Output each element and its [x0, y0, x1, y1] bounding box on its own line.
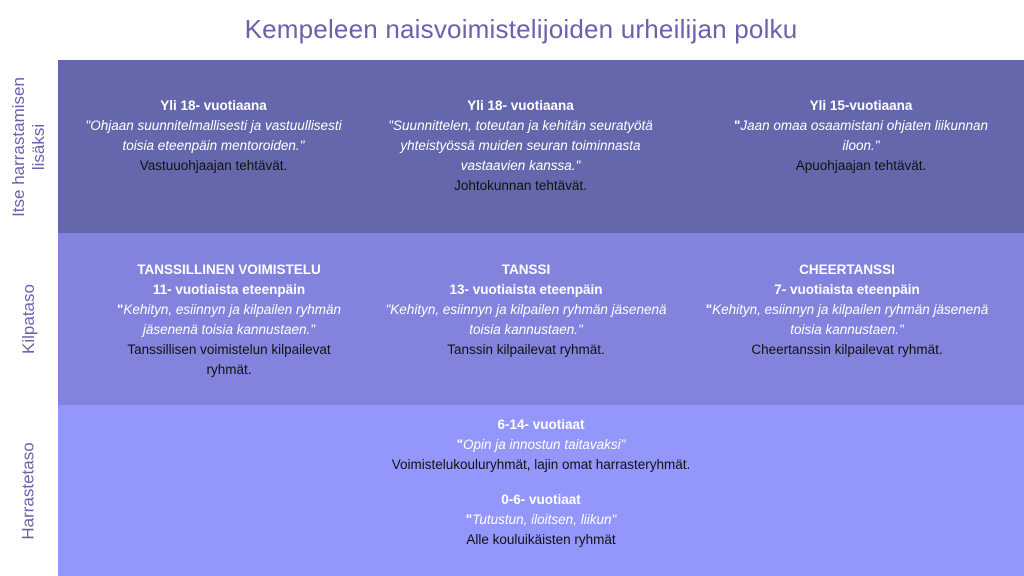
- quote-text: Kehityn, esiinnyn ja kilpailen ryhmän: [123, 302, 342, 317]
- cell-heading: 0-6- vuotiaat: [501, 492, 581, 507]
- bottom-cell-school-age: [298, 415, 784, 475]
- cell-quote: [378, 116, 663, 176]
- cell-quote: [706, 116, 1016, 156]
- cell-age: 7- vuotiaista eteenpäin: [774, 282, 920, 297]
- quote-text: Jaan omaa osaamistani ohjaten liikunnan: [740, 118, 989, 133]
- cell-quote: [696, 300, 998, 340]
- cell-heading: Yli 15-vuotiaana: [809, 98, 913, 113]
- cell-age: 13- vuotiaista eteenpäin: [449, 282, 603, 297]
- quote-mark: ": [733, 118, 741, 133]
- band-middle: [58, 233, 1024, 405]
- cell-heading: TANSSILLINEN VOIMISTELU: [137, 262, 321, 277]
- middle-cell-cheerdance: [696, 260, 998, 360]
- cell-quote: [298, 435, 784, 455]
- cell-quote: [98, 300, 360, 340]
- page-title: Kempeleen naisvoimistelijoiden urheilijan polku: [244, 14, 798, 44]
- cell-quote: [76, 116, 351, 156]
- cell-role: Johtokunnan tehtävät.: [454, 178, 587, 193]
- side-label-middle-text: Kilpataso: [19, 284, 38, 354]
- groups-line: Cheertanssin kilpailevat ryhmät.: [751, 342, 943, 357]
- quote-text: Kehityn, esiinnyn ja kilpailen ryhmän jäsenenä: [712, 302, 989, 317]
- side-label-bottom: [0, 405, 58, 576]
- quote-mark: ": [456, 437, 463, 452]
- quote-line: [706, 116, 1016, 136]
- band-bottom: [58, 405, 1024, 576]
- quote-line: vastaavien kanssa.": [460, 158, 581, 173]
- cell-quote: [298, 510, 784, 530]
- quote-text: Tutustun, iloitsen, liikun": [472, 512, 617, 527]
- quote-line: toisia kannustaen.": [790, 322, 904, 337]
- cell-heading: CHEERTANSSI: [799, 262, 895, 277]
- side-label-bottom-text: Harrastetaso: [19, 441, 39, 540]
- side-label-middle: [0, 233, 58, 405]
- middle-cell-dance-gymnastics: [98, 260, 360, 380]
- cell-groups: Alle kouluikäisten ryhmät: [466, 532, 616, 547]
- quote-mark: ": [705, 302, 713, 317]
- quote-line: yhteistyössä muiden seuran toiminnasta: [400, 138, 641, 153]
- top-cell-board: [378, 96, 663, 196]
- cell-quote: [376, 300, 676, 340]
- quote-line: toisia eteenpäin mentoroiden.": [122, 138, 305, 153]
- middle-cell-dance: [376, 260, 676, 360]
- band-top: [58, 60, 1024, 233]
- quote-text: Opin ja innostun taitavaksi": [463, 437, 626, 452]
- quote-mark: ": [465, 512, 473, 527]
- cell-age: 11- vuotiaista eteenpäin: [152, 282, 306, 297]
- side-label-top-text: [9, 77, 49, 217]
- groups-line: Tanssin kilpailevat ryhmät.: [447, 342, 605, 357]
- groups-line: Tanssillisen voimistelun kilpailevat: [127, 342, 331, 357]
- quote-line: "Ohjaan suunnitelmallisesti ja vastuullisesti: [85, 118, 342, 133]
- cell-role: Apuohjaajan tehtävät.: [795, 158, 927, 173]
- quote-line: jäsenenä toisia kannustaen.": [142, 322, 316, 337]
- cell-heading: 6-14- vuotiaat: [497, 417, 585, 432]
- bottom-cell-preschool: [298, 490, 784, 550]
- cell-groups: [376, 340, 676, 360]
- top-cell-responsible-coach: [76, 96, 351, 176]
- cell-groups: [696, 340, 998, 360]
- quote-line: toisia kannustaen.": [469, 322, 583, 337]
- quote-line: [696, 300, 998, 320]
- side-label-top-line-1: Itse harrastamisen: [9, 76, 28, 217]
- quote-mark: ": [116, 302, 124, 317]
- side-label-top: [0, 60, 58, 233]
- top-cell-assistant-coach: [706, 96, 1016, 176]
- cell-role: Vastuuohjaajan tehtävät.: [139, 158, 288, 173]
- cell-groups: Voimistelukouluryhmät, lajin omat harrasteryhmät.: [391, 457, 691, 472]
- quote-line: "Suunnittelen, toteutan ja kehitän seuratyötä: [388, 118, 653, 133]
- cell-groups: [98, 340, 360, 380]
- cell-heading: Yli 18- vuotiaana: [467, 98, 574, 113]
- side-label-top-line-2: lisäksi: [29, 123, 48, 170]
- quote-line: iloon.": [842, 138, 880, 153]
- quote-line: [98, 300, 360, 320]
- quote-line: "Kehityn, esiinnyn ja kilpailen ryhmän jäsenenä: [385, 302, 667, 317]
- groups-line: ryhmät.: [206, 362, 252, 377]
- cell-heading: TANSSI: [501, 262, 551, 277]
- cell-heading: Yli 18- vuotiaana: [160, 98, 267, 113]
